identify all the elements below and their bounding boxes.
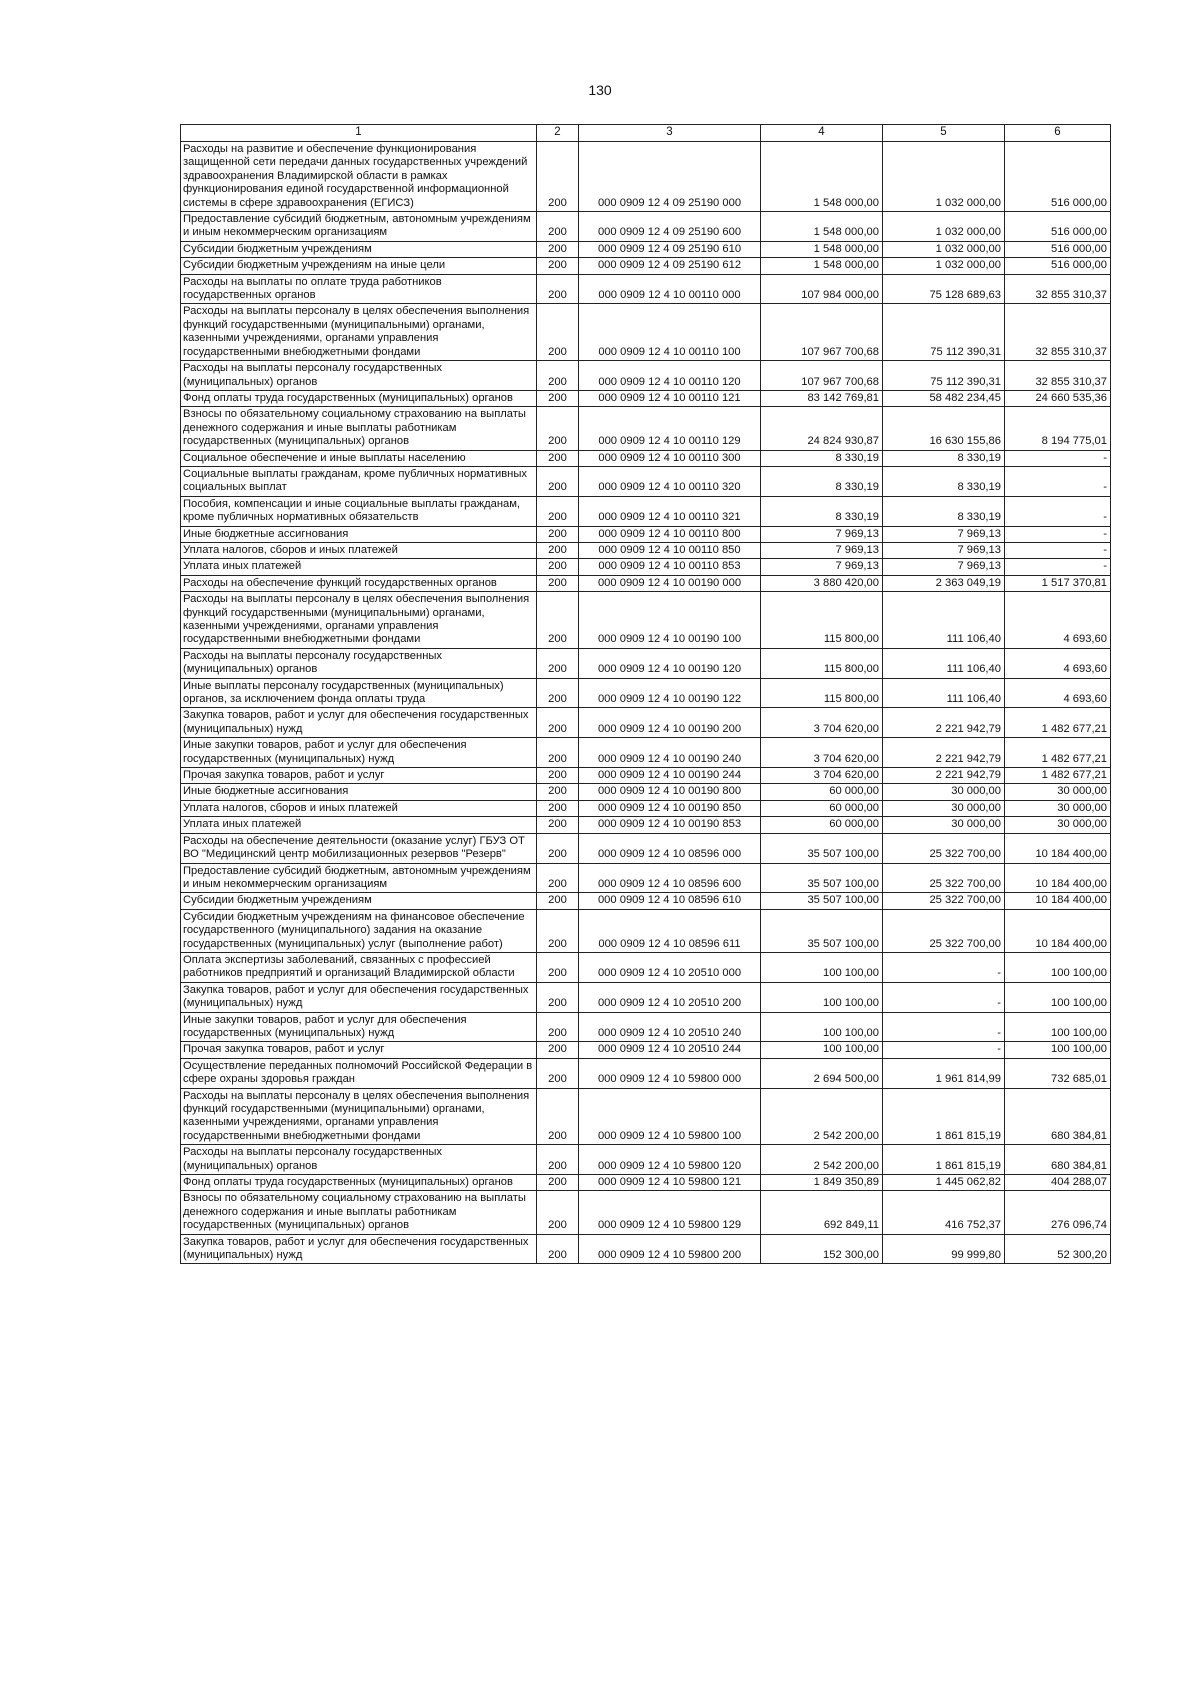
unexecuted-amount: 10 184 400,00: [1005, 833, 1111, 863]
executed-amount: 1 032 000,00: [883, 258, 1005, 274]
approved-amount: 60 000,00: [761, 817, 883, 833]
unexecuted-amount: 32 855 310,37: [1005, 361, 1111, 391]
line-code: 200: [537, 1234, 579, 1264]
approved-amount: 100 100,00: [761, 952, 883, 982]
expense-name: Закупка товаров, работ и услуг для обеспечения государственных (муниципальных) нужд: [181, 1234, 537, 1264]
table-row: [181, 952, 1111, 982]
executed-amount: 1 961 814,99: [883, 1058, 1005, 1088]
table-row: [181, 648, 1111, 678]
budget-classification-code: 000 0909 12 4 10 59800 121: [579, 1175, 761, 1191]
table-row: [181, 738, 1111, 768]
table-row: [181, 212, 1111, 242]
unexecuted-amount: 100 100,00: [1005, 952, 1111, 982]
budget-classification-code: 000 0909 12 4 09 25190 600: [579, 212, 761, 242]
unexecuted-amount: 4 693,60: [1005, 648, 1111, 678]
table-row: [181, 1234, 1111, 1264]
expense-name: Иные бюджетные ассигнования: [181, 526, 537, 542]
line-code: 200: [537, 1145, 579, 1175]
executed-amount: 8 330,19: [883, 496, 1005, 526]
expense-name: Субсидии бюджетным учреждениям: [181, 241, 537, 257]
budget-classification-code: 000 0909 12 4 10 08596 610: [579, 893, 761, 909]
approved-amount: 35 507 100,00: [761, 863, 883, 893]
unexecuted-amount: 30 000,00: [1005, 800, 1111, 816]
approved-amount: 8 330,19: [761, 450, 883, 466]
budget-classification-code: 000 0909 12 4 10 00190 200: [579, 708, 761, 738]
table-row: [181, 258, 1111, 274]
expense-name: Пособия, компенсации и иные социальные выплаты гражданам, кроме публичных нормативных обязательств: [181, 496, 537, 526]
approved-amount: 7 969,13: [761, 526, 883, 542]
unexecuted-amount: 732 685,01: [1005, 1058, 1111, 1088]
expense-name: Закупка товаров, работ и услуг для обеспечения государственных (муниципальных) нужд: [181, 982, 537, 1012]
unexecuted-amount: 10 184 400,00: [1005, 863, 1111, 893]
approved-amount: 100 100,00: [761, 982, 883, 1012]
approved-amount: 2 694 500,00: [761, 1058, 883, 1088]
budget-classification-code: 000 0909 12 4 10 00110 300: [579, 450, 761, 466]
table-row: [181, 1175, 1111, 1191]
unexecuted-amount: 32 855 310,37: [1005, 304, 1111, 361]
line-code: 200: [537, 982, 579, 1012]
table-row: [181, 982, 1111, 1012]
column-header: 3: [579, 125, 761, 142]
expense-name: Осуществление переданных полномочий Российской Федерации в сфере охраны здоровья граждан: [181, 1058, 537, 1088]
executed-amount: 25 322 700,00: [883, 909, 1005, 952]
line-code: 200: [537, 1175, 579, 1191]
expense-name: Предоставление субсидий бюджетным, автономным учреждениям и иным некоммерческим организациям: [181, 863, 537, 893]
budget-classification-code: 000 0909 12 4 10 00190 240: [579, 738, 761, 768]
budget-classification-code: 000 0909 12 4 10 20510 200: [579, 982, 761, 1012]
line-code: 200: [537, 258, 579, 274]
approved-amount: 100 100,00: [761, 1012, 883, 1042]
executed-amount: 25 322 700,00: [883, 893, 1005, 909]
budget-classification-code: 000 0909 12 4 10 00110 800: [579, 526, 761, 542]
line-code: 200: [537, 1058, 579, 1088]
table-row: [181, 274, 1111, 304]
executed-amount: 1 861 815,19: [883, 1088, 1005, 1145]
unexecuted-amount: -: [1005, 542, 1111, 558]
approved-amount: 35 507 100,00: [761, 833, 883, 863]
column-header: 6: [1005, 125, 1111, 142]
budget-classification-code: 000 0909 12 4 10 00190 244: [579, 768, 761, 784]
budget-classification-code: 000 0909 12 4 10 59800 129: [579, 1191, 761, 1234]
expense-name: Расходы на выплаты персоналу в целях обеспечения выполнения функций государственными (муниципальными) органами, казенными учреждениями, органами управления государственными внебюджетными фондами: [181, 304, 537, 361]
expense-name: Иные закупки товаров, работ и услуг для обеспечения государственных (муниципальных) нужд: [181, 738, 537, 768]
approved-amount: 692 849,11: [761, 1191, 883, 1234]
unexecuted-amount: 24 660 535,36: [1005, 390, 1111, 406]
budget-classification-code: 000 0909 12 4 10 00190 120: [579, 648, 761, 678]
unexecuted-amount: -: [1005, 559, 1111, 575]
unexecuted-amount: -: [1005, 450, 1111, 466]
expense-name: Предоставление субсидий бюджетным, автономным учреждениям и иным некоммерческим организациям: [181, 212, 537, 242]
expense-name: Расходы на выплаты персоналу в целях обеспечения выполнения функций государственными (муниципальными) органами, казенными учреждениями, органами управления государственными внебюджетными фондами: [181, 592, 537, 649]
table-row: [181, 800, 1111, 816]
unexecuted-amount: 680 384,81: [1005, 1145, 1111, 1175]
executed-amount: 7 969,13: [883, 559, 1005, 575]
approved-amount: 107 967 700,68: [761, 361, 883, 391]
executed-amount: -: [883, 982, 1005, 1012]
line-code: 200: [537, 1088, 579, 1145]
line-code: 200: [537, 1012, 579, 1042]
line-code: 200: [537, 592, 579, 649]
executed-amount: 1 032 000,00: [883, 212, 1005, 242]
line-code: 200: [537, 648, 579, 678]
budget-classification-code: 000 0909 12 4 10 08596 600: [579, 863, 761, 893]
unexecuted-amount: 4 693,60: [1005, 592, 1111, 649]
expense-name: Уплата иных платежей: [181, 559, 537, 575]
budget-classification-code: 000 0909 12 4 10 00190 000: [579, 575, 761, 591]
executed-amount: 16 630 155,86: [883, 407, 1005, 450]
table-header-row: [181, 125, 1111, 142]
table-row: [181, 1042, 1111, 1058]
table-row: [181, 559, 1111, 575]
executed-amount: 75 128 689,63: [883, 274, 1005, 304]
table-row: [181, 304, 1111, 361]
executed-amount: 1 032 000,00: [883, 241, 1005, 257]
expense-name: Фонд оплаты труда государственных (муниципальных) органов: [181, 1175, 537, 1191]
approved-amount: 3 704 620,00: [761, 708, 883, 738]
budget-classification-code: 000 0909 12 4 09 25190 000: [579, 142, 761, 212]
executed-amount: 99 999,80: [883, 1234, 1005, 1264]
budget-classification-code: 000 0909 12 4 10 00190 100: [579, 592, 761, 649]
expense-name: Закупка товаров, работ и услуг для обеспечения государственных (муниципальных) нужд: [181, 708, 537, 738]
line-code: 200: [537, 142, 579, 212]
line-code: 200: [537, 559, 579, 575]
approved-amount: 60 000,00: [761, 784, 883, 800]
budget-classification-code: 000 0909 12 4 10 00110 120: [579, 361, 761, 391]
approved-amount: 60 000,00: [761, 800, 883, 816]
table-row: [181, 833, 1111, 863]
approved-amount: 3 880 420,00: [761, 575, 883, 591]
unexecuted-amount: 1 482 677,21: [1005, 708, 1111, 738]
unexecuted-amount: 516 000,00: [1005, 241, 1111, 257]
approved-amount: 7 969,13: [761, 542, 883, 558]
approved-amount: 35 507 100,00: [761, 909, 883, 952]
unexecuted-amount: 1 482 677,21: [1005, 738, 1111, 768]
budget-execution-table: [180, 124, 1111, 1264]
executed-amount: 7 969,13: [883, 542, 1005, 558]
table-row: [181, 466, 1111, 496]
expense-name: Расходы на выплаты персоналу государственных (муниципальных) органов: [181, 361, 537, 391]
approved-amount: 115 800,00: [761, 678, 883, 708]
expense-name: Взносы по обязательному социальному страхованию на выплаты денежного содержания и иные выплаты работникам государственных (муниципальных) органов: [181, 407, 537, 450]
column-header: 1: [181, 125, 537, 142]
unexecuted-amount: 276 096,74: [1005, 1191, 1111, 1234]
executed-amount: 30 000,00: [883, 817, 1005, 833]
unexecuted-amount: -: [1005, 496, 1111, 526]
budget-classification-code: 000 0909 12 4 10 20510 240: [579, 1012, 761, 1042]
expense-name: Фонд оплаты труда государственных (муниципальных) органов: [181, 390, 537, 406]
table-row: [181, 784, 1111, 800]
expense-name: Уплата налогов, сборов и иных платежей: [181, 542, 537, 558]
table-row: [181, 407, 1111, 450]
line-code: 200: [537, 496, 579, 526]
table-row: [181, 1012, 1111, 1042]
line-code: 200: [537, 833, 579, 863]
line-code: 200: [537, 708, 579, 738]
table-row: [181, 450, 1111, 466]
executed-amount: 75 112 390,31: [883, 361, 1005, 391]
expense-name: Оплата экспертизы заболеваний, связанных с профессией работников предприятий и организаций Владимирской области: [181, 952, 537, 982]
line-code: 200: [537, 800, 579, 816]
approved-amount: 1 548 000,00: [761, 142, 883, 212]
executed-amount: 111 106,40: [883, 678, 1005, 708]
executed-amount: 111 106,40: [883, 648, 1005, 678]
budget-classification-code: 000 0909 12 4 10 59800 000: [579, 1058, 761, 1088]
executed-amount: 2 221 942,79: [883, 708, 1005, 738]
executed-amount: 30 000,00: [883, 800, 1005, 816]
budget-classification-code: 000 0909 12 4 10 00190 800: [579, 784, 761, 800]
approved-amount: 115 800,00: [761, 648, 883, 678]
approved-amount: 24 824 930,87: [761, 407, 883, 450]
approved-amount: 7 969,13: [761, 559, 883, 575]
expense-name: Иные бюджетные ассигнования: [181, 784, 537, 800]
budget-classification-code: 000 0909 12 4 09 25190 610: [579, 241, 761, 257]
line-code: 200: [537, 274, 579, 304]
expense-name: Социальное обеспечение и иные выплаты населению: [181, 450, 537, 466]
expense-name: Субсидии бюджетным учреждениям: [181, 893, 537, 909]
line-code: 200: [537, 304, 579, 361]
unexecuted-amount: 30 000,00: [1005, 784, 1111, 800]
table-row: [181, 893, 1111, 909]
approved-amount: 100 100,00: [761, 1042, 883, 1058]
unexecuted-amount: 32 855 310,37: [1005, 274, 1111, 304]
budget-classification-code: 000 0909 12 4 10 20510 000: [579, 952, 761, 982]
expense-name: Субсидии бюджетным учреждениям на иные цели: [181, 258, 537, 274]
table-row: [181, 542, 1111, 558]
budget-classification-code: 000 0909 12 4 10 08596 000: [579, 833, 761, 863]
executed-amount: 25 322 700,00: [883, 863, 1005, 893]
line-code: 200: [537, 678, 579, 708]
unexecuted-amount: 516 000,00: [1005, 212, 1111, 242]
approved-amount: 107 967 700,68: [761, 304, 883, 361]
executed-amount: 8 330,19: [883, 466, 1005, 496]
executed-amount: 25 322 700,00: [883, 833, 1005, 863]
line-code: 200: [537, 390, 579, 406]
table-row: [181, 863, 1111, 893]
table-row: [181, 817, 1111, 833]
approved-amount: 115 800,00: [761, 592, 883, 649]
approved-amount: 3 704 620,00: [761, 738, 883, 768]
table-row: [181, 909, 1111, 952]
unexecuted-amount: 100 100,00: [1005, 982, 1111, 1012]
expense-name: Иные закупки товаров, работ и услуг для обеспечения государственных (муниципальных) нужд: [181, 1012, 537, 1042]
executed-amount: 2 363 049,19: [883, 575, 1005, 591]
approved-amount: 107 984 000,00: [761, 274, 883, 304]
line-code: 200: [537, 466, 579, 496]
expense-name: Прочая закупка товаров, работ и услуг: [181, 768, 537, 784]
table-row: [181, 768, 1111, 784]
executed-amount: 1 445 062,82: [883, 1175, 1005, 1191]
expense-name: Расходы на выплаты персоналу в целях обеспечения выполнения функций государственными (муниципальными) органами, казенными учреждениями, органами управления государственными внебюджетными фондами: [181, 1088, 537, 1145]
budget-classification-code: 000 0909 12 4 10 00110 129: [579, 407, 761, 450]
expense-name: Расходы на выплаты персоналу государственных (муниципальных) органов: [181, 1145, 537, 1175]
line-code: 200: [537, 241, 579, 257]
approved-amount: 1 849 350,89: [761, 1175, 883, 1191]
executed-amount: -: [883, 1012, 1005, 1042]
column-header: 4: [761, 125, 883, 142]
unexecuted-amount: 1 517 370,81: [1005, 575, 1111, 591]
expense-name: Уплата иных платежей: [181, 817, 537, 833]
executed-amount: 8 330,19: [883, 450, 1005, 466]
unexecuted-amount: -: [1005, 526, 1111, 542]
expense-name: Прочая закупка товаров, работ и услуг: [181, 1042, 537, 1058]
expense-name: Социальные выплаты гражданам, кроме публичных нормативных социальных выплат: [181, 466, 537, 496]
column-header: 2: [537, 125, 579, 142]
executed-amount: 1 032 000,00: [883, 142, 1005, 212]
budget-classification-code: 000 0909 12 4 10 00110 121: [579, 390, 761, 406]
table-row: [181, 708, 1111, 738]
expense-name: Иные выплаты персоналу государственных (муниципальных) органов, за исключением фонда оплаты труда: [181, 678, 537, 708]
executed-amount: 416 752,37: [883, 1191, 1005, 1234]
unexecuted-amount: 404 288,07: [1005, 1175, 1111, 1191]
unexecuted-amount: 1 482 677,21: [1005, 768, 1111, 784]
budget-classification-code: 000 0909 12 4 10 00110 100: [579, 304, 761, 361]
line-code: 200: [537, 361, 579, 391]
table-row: [181, 1145, 1111, 1175]
expense-name: Расходы на развитие и обеспечение функционирования защищенной сети передачи данных государственных учреждений здравоохранения Владимирской области в рамках функционирования единой государственной информационной системы в сфере здравоохранения (ЕГИСЗ): [181, 142, 537, 212]
executed-amount: 2 221 942,79: [883, 738, 1005, 768]
line-code: 200: [537, 952, 579, 982]
executed-amount: 30 000,00: [883, 784, 1005, 800]
table-row: [181, 241, 1111, 257]
budget-classification-code: 000 0909 12 4 10 00190 853: [579, 817, 761, 833]
budget-classification-code: 000 0909 12 4 10 00190 850: [579, 800, 761, 816]
budget-classification-code: 000 0909 12 4 10 00110 850: [579, 542, 761, 558]
approved-amount: 35 507 100,00: [761, 893, 883, 909]
line-code: 200: [537, 542, 579, 558]
unexecuted-amount: -: [1005, 466, 1111, 496]
line-code: 200: [537, 738, 579, 768]
table-row: [181, 1058, 1111, 1088]
approved-amount: 8 330,19: [761, 496, 883, 526]
approved-amount: 152 300,00: [761, 1234, 883, 1264]
approved-amount: 2 542 200,00: [761, 1145, 883, 1175]
table-row: [181, 592, 1111, 649]
expense-name: Расходы на обеспечение деятельности (оказание услуг) ГБУЗ ОТ ВО "Медицинский центр мобилизационных резервов "Резерв": [181, 833, 537, 863]
budget-classification-code: 000 0909 12 4 10 00110 853: [579, 559, 761, 575]
table-row: [181, 575, 1111, 591]
line-code: 200: [537, 893, 579, 909]
unexecuted-amount: 52 300,20: [1005, 1234, 1111, 1264]
budget-classification-code: 000 0909 12 4 10 59800 100: [579, 1088, 761, 1145]
line-code: 200: [537, 575, 579, 591]
executed-amount: -: [883, 952, 1005, 982]
executed-amount: 111 106,40: [883, 592, 1005, 649]
approved-amount: 1 548 000,00: [761, 241, 883, 257]
line-code: 200: [537, 407, 579, 450]
table-body: [181, 142, 1111, 1264]
budget-classification-code: 000 0909 12 4 10 00110 000: [579, 274, 761, 304]
expense-name: Расходы на выплаты персоналу государственных (муниципальных) органов: [181, 648, 537, 678]
line-code: 200: [537, 1042, 579, 1058]
budget-classification-code: 000 0909 12 4 10 08596 611: [579, 909, 761, 952]
table-row: [181, 1088, 1111, 1145]
budget-classification-code: 000 0909 12 4 10 00110 320: [579, 466, 761, 496]
page-number: 130: [588, 82, 612, 98]
table-row: [181, 142, 1111, 212]
table-row: [181, 678, 1111, 708]
unexecuted-amount: 100 100,00: [1005, 1012, 1111, 1042]
line-code: 200: [537, 1191, 579, 1234]
table-row: [181, 496, 1111, 526]
expense-name: Взносы по обязательному социальному страхованию на выплаты денежного содержания и иные выплаты работникам государственных (муниципальных) органов: [181, 1191, 537, 1234]
table-row: [181, 526, 1111, 542]
line-code: 200: [537, 450, 579, 466]
unexecuted-amount: 100 100,00: [1005, 1042, 1111, 1058]
unexecuted-amount: 516 000,00: [1005, 142, 1111, 212]
budget-classification-code: 000 0909 12 4 10 59800 120: [579, 1145, 761, 1175]
unexecuted-amount: 10 184 400,00: [1005, 909, 1111, 952]
line-code: 200: [537, 768, 579, 784]
line-code: 200: [537, 784, 579, 800]
executed-amount: 2 221 942,79: [883, 768, 1005, 784]
approved-amount: 1 548 000,00: [761, 212, 883, 242]
executed-amount: 58 482 234,45: [883, 390, 1005, 406]
line-code: 200: [537, 863, 579, 893]
expense-name: Субсидии бюджетным учреждениям на финансовое обеспечение государственного (муниципального) задания на оказание государственных (муниципальных) услуг (выполнение работ): [181, 909, 537, 952]
approved-amount: 1 548 000,00: [761, 258, 883, 274]
approved-amount: 83 142 769,81: [761, 390, 883, 406]
line-code: 200: [537, 909, 579, 952]
budget-classification-code: 000 0909 12 4 10 00110 321: [579, 496, 761, 526]
table-row: [181, 361, 1111, 391]
expense-name: Уплата налогов, сборов и иных платежей: [181, 800, 537, 816]
unexecuted-amount: 8 194 775,01: [1005, 407, 1111, 450]
budget-classification-code: 000 0909 12 4 09 25190 612: [579, 258, 761, 274]
approved-amount: 2 542 200,00: [761, 1088, 883, 1145]
line-code: 200: [537, 817, 579, 833]
executed-amount: 75 112 390,31: [883, 304, 1005, 361]
unexecuted-amount: 10 184 400,00: [1005, 893, 1111, 909]
expense-name: Расходы на обеспечение функций государственных органов: [181, 575, 537, 591]
line-code: 200: [537, 526, 579, 542]
table-row: [181, 1191, 1111, 1234]
unexecuted-amount: 516 000,00: [1005, 258, 1111, 274]
executed-amount: -: [883, 1042, 1005, 1058]
unexecuted-amount: 4 693,60: [1005, 678, 1111, 708]
executed-amount: 7 969,13: [883, 526, 1005, 542]
budget-classification-code: 000 0909 12 4 10 59800 200: [579, 1234, 761, 1264]
column-header: 5: [883, 125, 1005, 142]
budget-classification-code: 000 0909 12 4 10 00190 122: [579, 678, 761, 708]
unexecuted-amount: 680 384,81: [1005, 1088, 1111, 1145]
unexecuted-amount: 30 000,00: [1005, 817, 1111, 833]
line-code: 200: [537, 212, 579, 242]
budget-classification-code: 000 0909 12 4 10 20510 244: [579, 1042, 761, 1058]
approved-amount: 3 704 620,00: [761, 768, 883, 784]
expense-name: Расходы на выплаты по оплате труда работников государственных органов: [181, 274, 537, 304]
table-row: [181, 390, 1111, 406]
executed-amount: 1 861 815,19: [883, 1145, 1005, 1175]
approved-amount: 8 330,19: [761, 466, 883, 496]
